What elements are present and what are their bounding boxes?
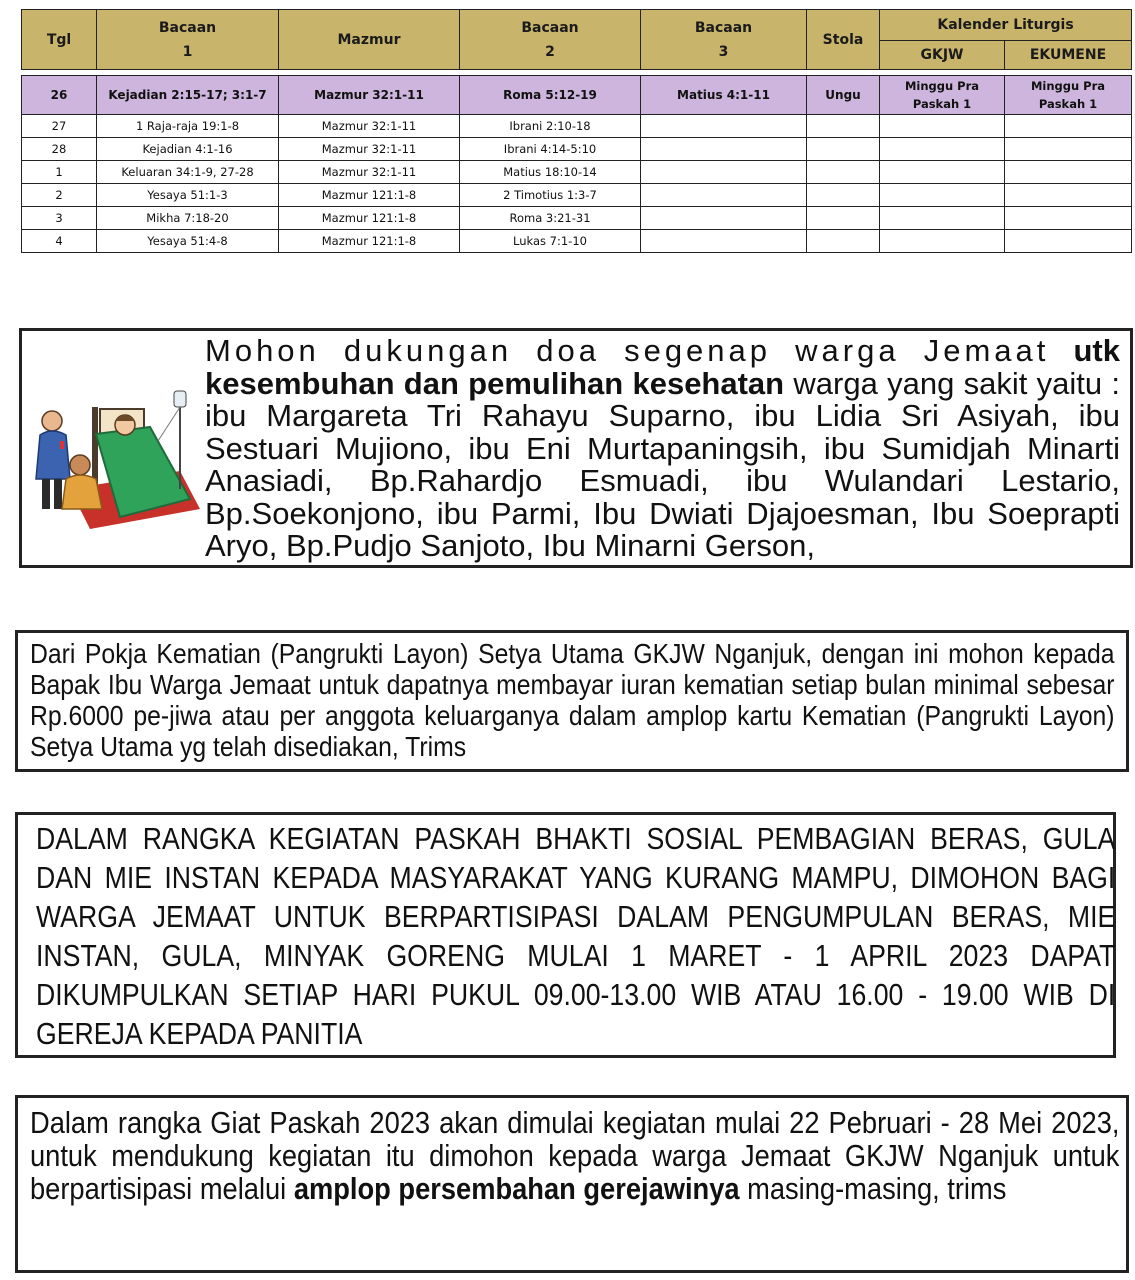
easter-social-service-text: DALAM RANGKA KEGIATAN PASKAH BHAKTI SOSIAL PEMBAGIAN BERAS, GULA DAN MIE INSTAN KEPADA MASYARAKAT YANG KURANG MAMPU, DIMOHON BAGI WARGA JEMAAT UNTUK BERPARTISIPASI DALAM PENGUMPULAN BERAS, MIE INSTAN, GULA, MINYAK GORENG MULAI 1 MARET - 1 APRIL 2023 DAPAT DIKUMPULKAN SETIAP HARI PUKUL 09.00-13.00 WIB ATAU 16.00 - 19.00 WIB DI GEREJA KEPADA PANITIA (36, 821, 1116, 1051)
cell-ekumene: Minggu Pra Paskah 1 (1005, 76, 1132, 115)
giat-text-before: Dalam rangka Giat Paskah 2023 akan dimulai kegiatan mulai 22 Pebruari - 28 Mei 2023, untuk mendukung kegiatan itu dimohon kepada warga Jemaat GKJW Nganjuk untuk berpartisipasi melalui (30, 1105, 1120, 1206)
cell-tgl: 27 (22, 115, 97, 138)
header-mazmur: Mazmur (279, 10, 460, 70)
cell-stola (807, 184, 880, 207)
cell-ekumene (1005, 207, 1132, 230)
cell-bacaan3 (641, 230, 807, 253)
burial-fund-text: Dari Pokja Kematian (Pangrukti Layon) Setya Utama GKJW Nganjuk, dengan ini mohon kepada Bapak Ibu Warga Jemaat untuk dapatnya membayar iuran kematian setiap bulan minimal sebesar Rp.6000 pe-jiwa atau per anggota keluarganya dalam amplop kartu Kematian (Pangrukti Layon) Setya Utama yg telah disediakan, Trims (30, 638, 1115, 762)
header-bacaan-1: Bacaan 1 (97, 10, 279, 70)
cell-gkjw: Minggu Pra Paskah 1 (880, 76, 1005, 115)
prayer-names: warga yang sakit yaitu : ibu Margareta Tri Rahayu Suparno, ibu Lidia Sri Asiyah, ibu Sestuari Mujiono, ibu Eni Murtapaningsih, ibu Sumidjah Minarti Anasiadi, Bp.Rahardjo Esmuadi, ibu Wulandari Lestario, Bp.Soekonjono, ibu Parmi, Ibu Dwiati Djajoesman, Ibu Soeprapti Aryo, Bp.Pudjo Sanjoto, Ibu Minarni Gerson, (205, 365, 1120, 563)
header-bacaan-3: Bacaan 3 (641, 10, 807, 70)
cell-tgl: 2 (22, 184, 97, 207)
cell-bacaan2: Lukas 7:1-10 (460, 230, 641, 253)
cell-tgl: 28 (22, 138, 97, 161)
burial-fund-notice (15, 630, 1129, 772)
giat-paskah-text (30, 1106, 1119, 1205)
cell-ekumene (1005, 184, 1132, 207)
cell-mazmur: Mazmur 32:1-11 (279, 115, 460, 138)
cell-gkjw (880, 115, 1005, 138)
prayer-intro-bold: utk (1073, 333, 1120, 368)
cell-ekumene (1005, 161, 1132, 184)
cell-gkjw (880, 184, 1005, 207)
cell-bacaan3 (641, 138, 807, 161)
header-kalender-liturgis: Kalender Liturgis (880, 10, 1132, 41)
cell-gkjw (880, 161, 1005, 184)
cell-bacaan3 (641, 184, 807, 207)
sick-patient-icon (30, 379, 200, 529)
cell-stola (807, 115, 880, 138)
cell-tgl: 3 (22, 207, 97, 230)
header-tgl: Tgl (22, 10, 97, 70)
cell-bacaan1: Kejadian 4:1-16 (97, 138, 279, 161)
cell-tgl: 1 (22, 161, 97, 184)
cell-mazmur: Mazmur 32:1-11 (279, 161, 460, 184)
cell-ekumene (1005, 138, 1132, 161)
cell-bacaan2: Roma 3:21-31 (460, 207, 641, 230)
liturgical-reading-table (21, 9, 1132, 253)
cell-stola (807, 207, 880, 230)
cell-mazmur: Mazmur 121:1-8 (279, 207, 460, 230)
cell-stola (807, 138, 880, 161)
giat-paskah-notice (15, 1095, 1129, 1273)
cell-bacaan1: Yesaya 51:1-3 (97, 184, 279, 207)
header-bacaan-2: Bacaan 2 (460, 10, 641, 70)
cell-bacaan1: Kejadian 2:15-17; 3:1-7 (97, 76, 279, 115)
cell-bacaan3 (641, 207, 807, 230)
cell-tgl: 4 (22, 230, 97, 253)
cell-mazmur: Mazmur 32:1-11 (279, 138, 460, 161)
table-row (22, 115, 1132, 138)
prayer-intro: Mohon dukungan doa segenap warga Jemaat (205, 333, 1074, 368)
header-gkjw: GKJW (880, 41, 1005, 70)
prayer-request-box (19, 328, 1133, 568)
cell-bacaan3 (641, 161, 807, 184)
cell-gkjw (880, 207, 1005, 230)
cell-bacaan3 (641, 115, 807, 138)
cell-bacaan3: Matius 4:1-11 (641, 76, 807, 115)
cell-stola (807, 161, 880, 184)
giat-text-after: masing-masing, trims (739, 1171, 1007, 1206)
cell-bacaan2: Ibrani 2:10-18 (460, 115, 641, 138)
cell-bacaan2: 2 Timotius 1:3-7 (460, 184, 641, 207)
cell-mazmur: Mazmur 121:1-8 (279, 184, 460, 207)
cell-mazmur: Mazmur 32:1-11 (279, 76, 460, 115)
easter-social-service-notice (15, 812, 1116, 1058)
cell-bacaan1: 1 Raja-raja 19:1-8 (97, 115, 279, 138)
cell-bacaan1: Keluaran 34:1-9, 27-28 (97, 161, 279, 184)
prayer-bold-phrase: kesembuhan dan pemulihan kesehatan (205, 365, 785, 401)
table-row (22, 230, 1132, 253)
table-row (22, 138, 1132, 161)
table-row (22, 76, 1132, 115)
table-row (22, 184, 1132, 207)
cell-gkjw (880, 138, 1005, 161)
header-stola: Stola (807, 10, 880, 70)
cell-bacaan2: Matius 18:10-14 (460, 161, 641, 184)
cell-ekumene (1005, 115, 1132, 138)
table-row (22, 161, 1132, 184)
cell-ekumene (1005, 230, 1132, 253)
cell-gkjw (880, 230, 1005, 253)
cell-stola: Ungu (807, 76, 880, 115)
cell-mazmur: Mazmur 121:1-8 (279, 230, 460, 253)
cell-bacaan2: Ibrani 4:14-5:10 (460, 138, 641, 161)
cell-tgl: 26 (22, 76, 97, 115)
cell-bacaan1: Yesaya 51:4-8 (97, 230, 279, 253)
cell-bacaan1: Mikha 7:18-20 (97, 207, 279, 230)
cell-stola (807, 230, 880, 253)
giat-text-bold: amplop persembahan gerejawinya (293, 1171, 740, 1206)
cell-bacaan2: Roma 5:12-19 (460, 76, 641, 115)
table-row (22, 207, 1132, 230)
header-ekumene: EKUMENE (1005, 41, 1132, 70)
prayer-request-text (205, 335, 1120, 563)
